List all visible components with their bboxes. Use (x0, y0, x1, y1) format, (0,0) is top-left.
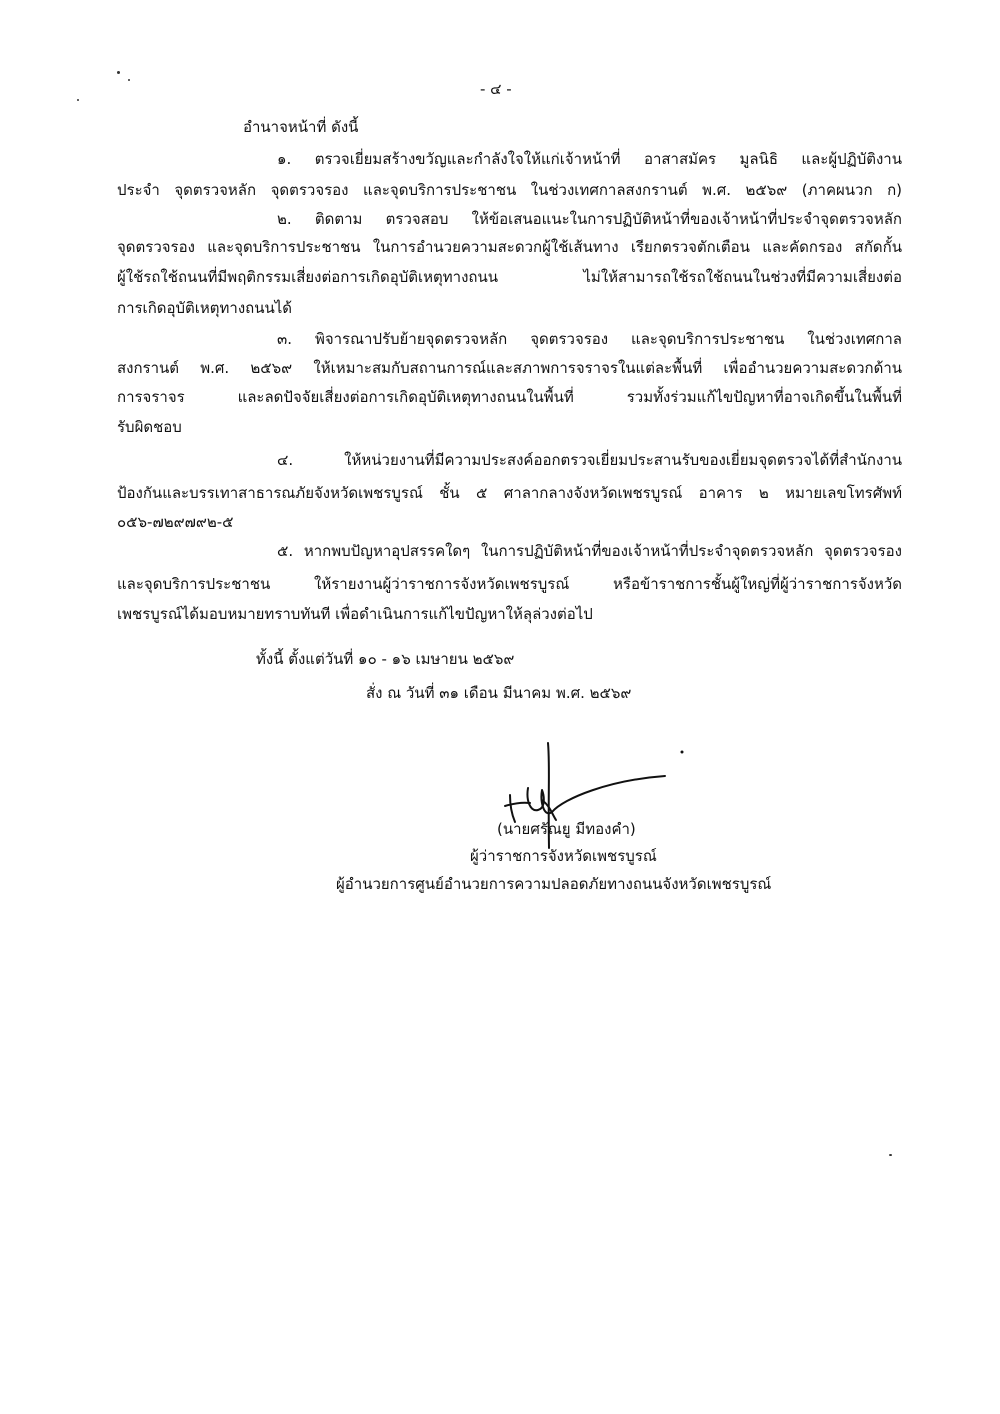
phone-number: ๐๕๖-๗๒๙๗๙๒-๕ (117, 513, 234, 531)
page-number: - ๔ - (480, 80, 512, 98)
effective-period: ทั้งนี้ ตั้งแต่วันที่ ๑๐ - ๑๖ เมษายน ๒๕๖๙ (256, 650, 515, 668)
signatory-name: (นายศรัณยู มีทองคำ) (497, 820, 636, 838)
paragraph-line: ประจำ จุดตรวจหลัก จุดตรวจรอง และจุดบริการประชาชน ในช่วงเทศกาลสงกรานต์ พ.ศ. ๒๕๖๙ (ภาคผนวก ก) (117, 181, 902, 199)
paragraph-line: ๑. ตรวจเยี่ยมสร้างขวัญและกำลังใจให้แก่เจ้าหน้าที่ อาสาสมัคร มูลนิธิ และผู้ปฏิบัติงาน (277, 150, 902, 168)
signature-block (330, 740, 870, 910)
paragraph-line: ๓. พิจารณาปรับย้ายจุดตรวจหลัก จุดตรวจรอง และจุดบริการประชาชน ในช่วงเทศกาล (277, 330, 902, 348)
signatory-title: ผู้ว่าราชการจังหวัดเพชรบูรณ์ (470, 847, 657, 865)
paragraph-line: จุดตรวจรอง และจุดบริการประชาชน ในการอำนวยความสะดวกผู้ใช้เส้นทาง เรียกตรวจตักเตือน และคัดกรอง สกัดกั้น (117, 238, 902, 256)
paragraph-line: และจุดบริการประชาชน ให้รายงานผู้ว่าราชการจังหวัดเพชรบูรณ์ หรือข้าราชการชั้นผู้ใหญ่ที่ผู้ว่าราชการจังหวัด (117, 575, 902, 593)
scan-speck (889, 1154, 892, 1156)
section-heading: อำนาจหน้าที่ ดังนี้ (243, 118, 359, 136)
signatory-title-2: ผู้อำนวยการศูนย์อำนวยการความปลอดภัยทางถนนจังหวัดเพชรบูรณ์ (336, 875, 772, 893)
scan-speck (117, 71, 120, 74)
paragraph-line: ๔. ให้หน่วยงานที่มีความประสงค์ออกตรวจเยี่ยมประสานรับของเยี่ยมจุดตรวจได้ที่สำนักงาน (277, 451, 902, 469)
paragraph-line: การเกิดอุบัติเหตุทางถนนได้ (117, 299, 293, 317)
paragraph-line: รับผิดชอบ (117, 418, 182, 436)
order-date: สั่ง ณ วันที่ ๓๑ เดือน มีนาคม พ.ศ. ๒๕๖๙ (366, 684, 632, 702)
scan-speck (128, 79, 130, 81)
paragraph-line: เพชรบูรณ์ได้มอบหมายทราบทันที เพื่อดำเนินการแก้ไขปัญหาให้ลุล่วงต่อไป (117, 605, 593, 623)
paragraph-line: การจราจร และลดปัจจัยเสี่ยงต่อการเกิดอุบัติเหตุทางถนนในพื้นที่ รวมทั้งร่วมแก้ไขปัญหาที่อาจเกิดขึ้นในพื้นที่ (117, 388, 902, 406)
paragraph-line: ป้องกันและบรรเทาสาธารณภัยจังหวัดเพชรบูรณ์ ชั้น ๕ ศาลากลางจังหวัดเพชรบูรณ์ อาคาร ๒ หมายเลขโทรศัพท์ (117, 484, 902, 502)
paragraph-line: ผู้ใช้รถใช้ถนนที่มีพฤติกรรมเสี่ยงต่อการเกิดอุบัติเหตุทางถนน ไม่ให้สามารถใช้รถใช้ถนนในช่วงที่มีความเสี่ยงต่อ (117, 268, 902, 286)
paragraph-line: ๒. ติดตาม ตรวจสอบ ให้ข้อเสนอแนะในการปฏิบัติหน้าที่ของเจ้าหน้าที่ประจำจุดตรวจหลัก (277, 210, 902, 228)
paragraph-line: ๕. หากพบปัญหาอุปสรรคใดๆ ในการปฏิบัติหน้าที่ของเจ้าหน้าที่ประจำจุดตรวจหลัก จุดตรวจรอง (277, 542, 902, 560)
scan-speck (77, 99, 79, 101)
paragraph-line: สงกรานต์ พ.ศ. ๒๕๖๙ ให้เหมาะสมกับสถานการณ์และสภาพการจราจรในแต่ละพื้นที่ เพื่ออำนวยความสะดวกด้าน (117, 359, 902, 377)
